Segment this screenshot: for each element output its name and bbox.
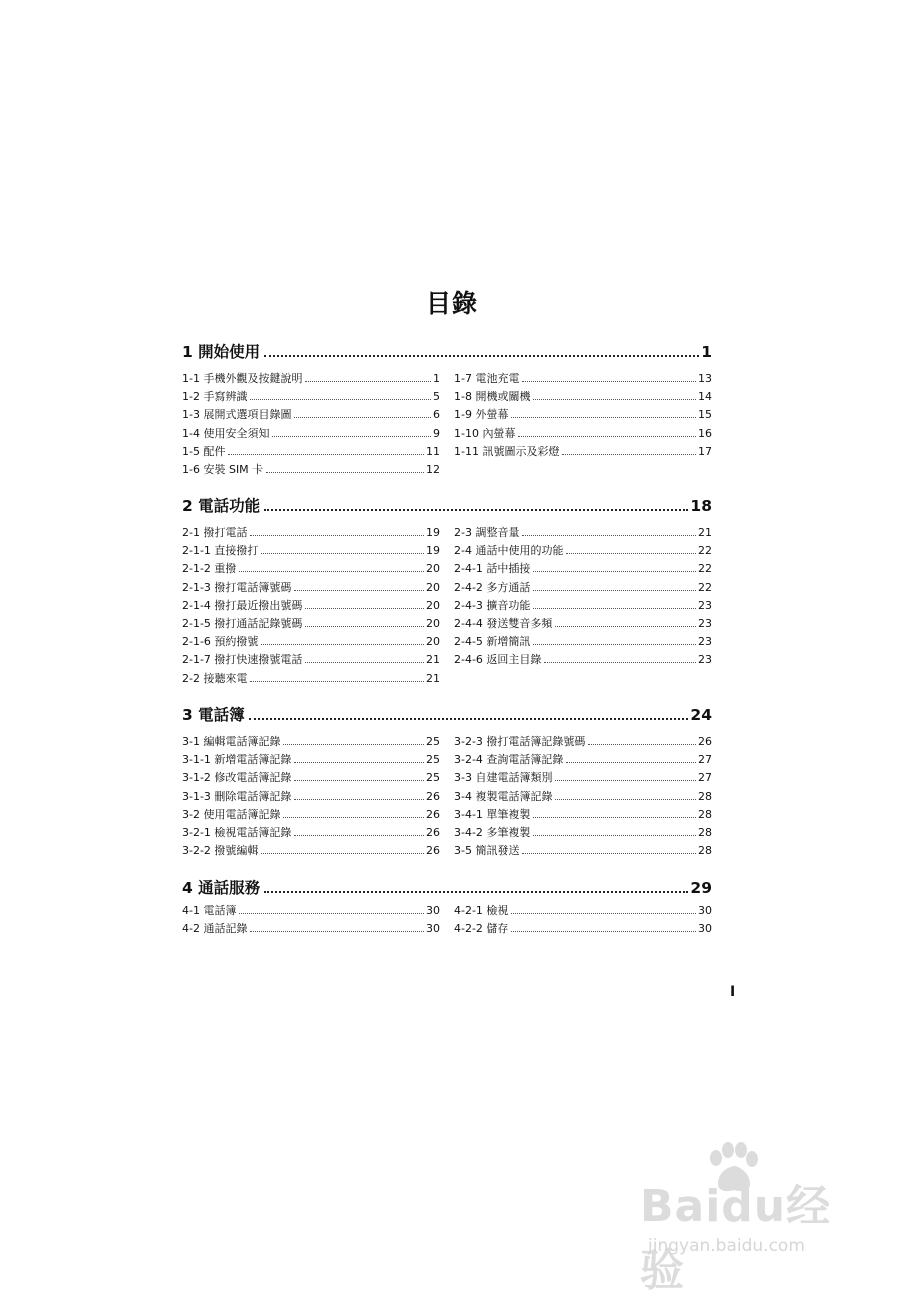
- toc-entry[interactable]: 1-5 配件 11: [182, 444, 440, 458]
- toc-entry[interactable]: 1-1 手機外觀及按鍵說明 1: [182, 372, 440, 385]
- toc-entry[interactable]: 4-1 電話簿 30: [182, 904, 440, 917]
- toc-column-right: [454, 733, 712, 860]
- toc-entry[interactable]: 2-4 通話中使用的功能 22: [454, 544, 712, 558]
- toc-entry[interactable]: 1-7 電池充電 13: [454, 372, 712, 385]
- section-heading[interactable]: 2 電話功能 18: [182, 497, 712, 515]
- toc-entry[interactable]: 3-5 簡訊發送 28: [454, 844, 712, 858]
- toc-entry[interactable]: 1-6 安裝 SIM 卡 12: [182, 462, 440, 476]
- baidu-watermark: [640, 1140, 860, 1296]
- toc-section-4: [182, 876, 712, 938]
- section-heading[interactable]: 4 通話服務 29: [182, 879, 712, 897]
- toc-entry[interactable]: 1-11 訊號圖示及彩燈 17: [454, 444, 712, 458]
- toc-entry[interactable]: 1-4 使用安全須知 9: [182, 426, 440, 440]
- toc-entry[interactable]: 1-2 手寫辨識 5: [182, 390, 440, 404]
- toc-entry[interactable]: 3-4 複製電話簿記錄 28: [454, 789, 712, 803]
- toc-entry[interactable]: 2-4-6 返回主目錄 23: [454, 653, 712, 667]
- toc-entry[interactable]: 4-2 通話記錄 30: [182, 922, 440, 936]
- toc-column-left: [182, 733, 440, 860]
- page-number: I: [730, 984, 736, 1000]
- toc-column-right: [454, 524, 712, 688]
- toc-entry[interactable]: 2-1-4 撥打最近撥出號碼 20: [182, 598, 440, 612]
- page-title: 目錄: [425, 289, 478, 318]
- toc-column-right: [454, 370, 712, 479]
- toc-entry[interactable]: 2-4-3 擴音功能 23: [454, 598, 712, 612]
- toc-column-left: [182, 524, 440, 688]
- watermark-url: jingyan.baidu.com: [648, 1236, 805, 1256]
- toc-entry[interactable]: 1-3 展開式選項目錄圖 6: [182, 408, 440, 422]
- toc-entry[interactable]: 2-4-1 話中插接 22: [454, 562, 712, 576]
- toc-entry[interactable]: 2-3 調整音量 21: [454, 526, 712, 539]
- toc-entry[interactable]: 3-2-3 撥打電話簿記錄號碼 26: [454, 735, 712, 748]
- watermark-brand: Baidu经验: [640, 1181, 832, 1296]
- toc-entry[interactable]: 2-1-3 撥打電話簿號碼 20: [182, 580, 440, 594]
- toc-entry[interactable]: 1-9 外螢幕 15: [454, 408, 712, 422]
- toc-entry[interactable]: 4-2-1 檢視 30: [454, 904, 712, 917]
- toc-column-right: [454, 902, 712, 938]
- toc-entry[interactable]: 2-1 撥打電話 19: [182, 526, 440, 539]
- toc-entry[interactable]: 2-4-4 發送雙音多頻 23: [454, 616, 712, 630]
- toc-entry[interactable]: 3-3 自建電話簿類別 27: [454, 771, 712, 785]
- toc-entry[interactable]: 3-2-4 查詢電話簿記錄 27: [454, 753, 712, 767]
- toc-entry[interactable]: 2-1-7 撥打快速撥號電話 21: [182, 653, 440, 667]
- toc-section-2: [182, 494, 712, 688]
- toc-section-1: [182, 340, 712, 479]
- toc-entry[interactable]: 2-1-5 撥打通話記錄號碼 20: [182, 616, 440, 630]
- toc-entry[interactable]: 2-4-5 新增簡訊 23: [454, 635, 712, 649]
- toc-entry[interactable]: 3-4-2 多筆複製 28: [454, 825, 712, 839]
- toc-entry[interactable]: 3-1-2 修改電話簿記錄 25: [182, 771, 440, 785]
- toc-entry[interactable]: 3-1-1 新增電話簿記錄 25: [182, 753, 440, 767]
- toc-entry[interactable]: 4-2-2 儲存 30: [454, 922, 712, 936]
- toc-entry[interactable]: 3-2-2 撥號編輯 26: [182, 844, 440, 858]
- toc-entry[interactable]: 3-2 使用電話簿記錄 26: [182, 807, 440, 821]
- toc-entry[interactable]: 3-2-1 檢視電話簿記錄 26: [182, 825, 440, 839]
- toc-entry[interactable]: 1-10 內螢幕 16: [454, 426, 712, 440]
- toc-section-3: [182, 703, 712, 860]
- toc-column-left: [182, 370, 440, 479]
- toc-entry[interactable]: 2-2 接聽來電 21: [182, 671, 440, 685]
- toc-column-left: [182, 902, 440, 938]
- section-heading[interactable]: 1 開始使用 1: [182, 343, 712, 361]
- toc-entry[interactable]: 1-8 開機或關機 14: [454, 390, 712, 404]
- toc-entry[interactable]: 2-1-6 預約撥號 20: [182, 635, 440, 649]
- toc-entry[interactable]: 3-1 編輯電話簿記錄 25: [182, 735, 440, 748]
- section-heading[interactable]: 3 電話簿 24: [182, 706, 712, 724]
- toc-entry[interactable]: 3-4-1 單筆複製 28: [454, 807, 712, 821]
- toc-entry[interactable]: 2-4-2 多方通話 22: [454, 580, 712, 594]
- toc-entry[interactable]: 3-1-3 刪除電話簿記錄 26: [182, 789, 440, 803]
- toc-entry[interactable]: 2-1-1 直接撥打 19: [182, 544, 440, 558]
- toc-entry[interactable]: 2-1-2 重撥 20: [182, 562, 440, 576]
